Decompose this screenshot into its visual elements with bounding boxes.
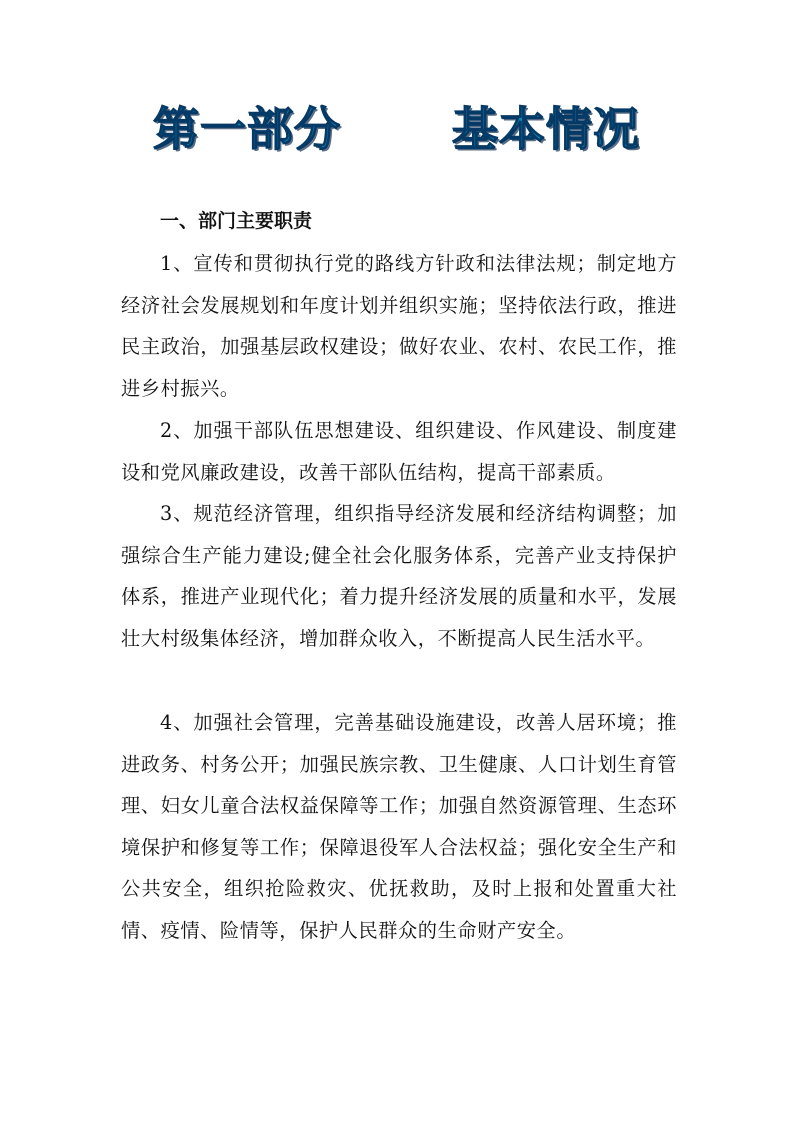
paragraph-duty-1: 1、宣传和贯彻执行党的路线方针政和法律法规；制定地方经济社会发展规划和年度计划并组织实施；坚持依法行政，推进民主政治，加强基层政权建设；做好农业、农村、农民工作，推进乡村振兴。	[121, 252, 677, 400]
paragraph-duty-3: 3、规范经济管理，组织指导经济发展和经济结构调整；加强综合生产能力建设;健全社会化服务体系，完善产业支持保护体系，推进产业现代化；着力提升经济发展的质量和水平，发展壮大村级集体经济，增加群众收入，不断提高人民生活水平。	[121, 502, 677, 650]
paragraph-duty-2: 2、加强干部队伍思想建设、组织建设、作风建设、制度建设和党风廉政建设，改善干部队伍结构，提高干部素质。	[121, 419, 677, 484]
paragraph-duty-4: 4、加强社会管理，完善基础设施建设，改善人居环境；推进政务、村务公开；加强民族宗教、卫生健康、人口计划生育管理、妇女儿童合法权益保障等工作；加强自然资源管理、生态环境保护和修复等工作；保障退役军人合法权益；强化安全生产和公共安全，组织抢险救灾、优抚救助，及时上报和处置重大社情、疫情、险情等，保护人民群众的生命财产安全。	[121, 711, 677, 942]
page-title: 第一部分 基本情况	[152, 102, 640, 156]
section-heading: 一、部门主要职责	[160, 210, 313, 232]
